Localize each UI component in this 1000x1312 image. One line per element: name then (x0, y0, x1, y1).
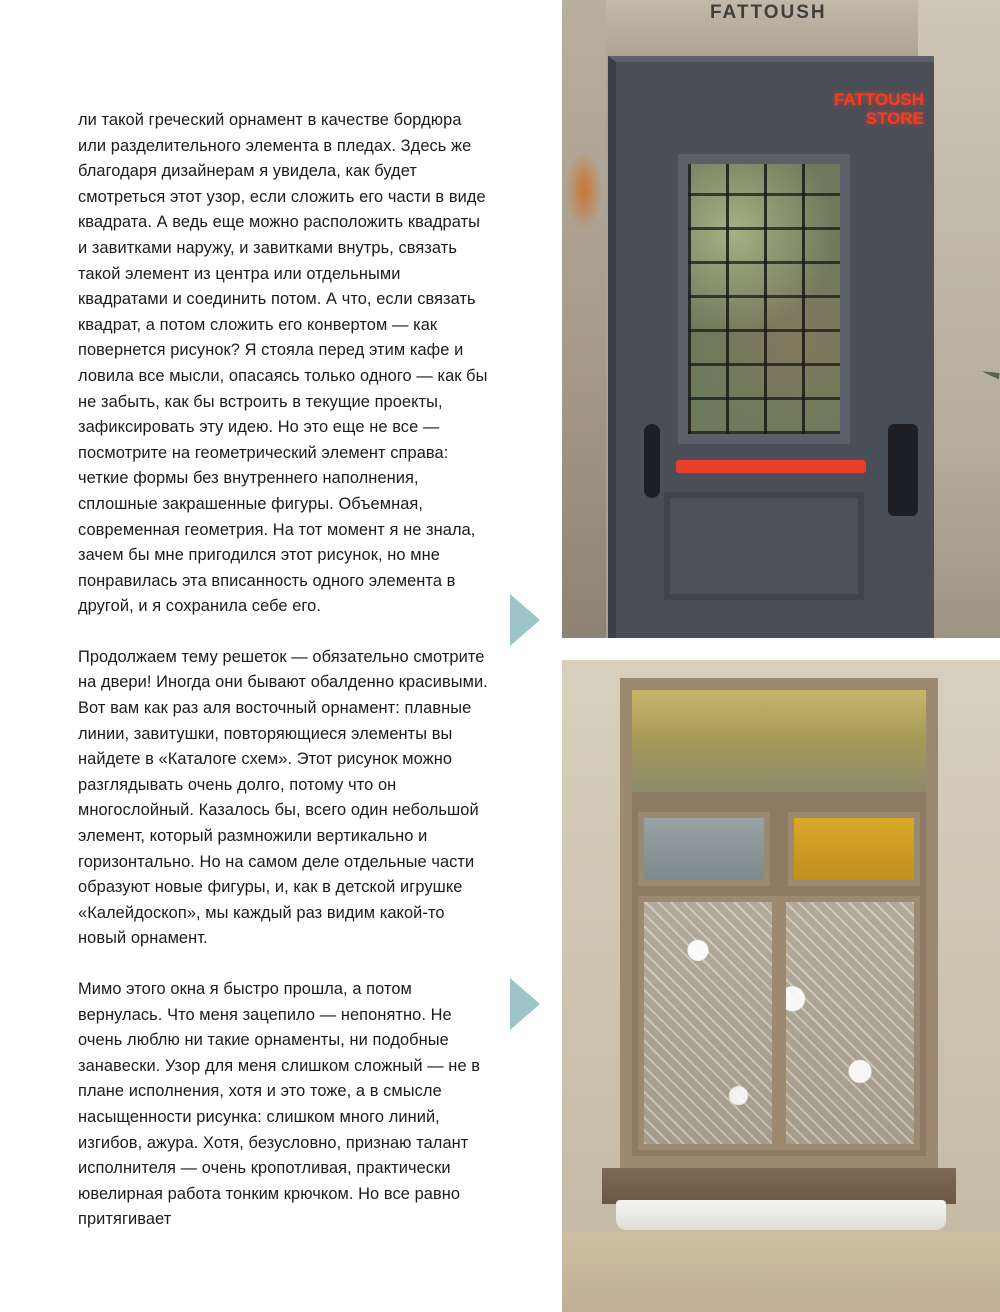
photo-window-with-lace-curtains (562, 660, 1000, 1312)
arrow-right-icon-bottom (510, 978, 540, 1030)
window-sill (602, 1168, 956, 1204)
window-mullion (772, 896, 786, 1150)
ornamental-grille-pattern (688, 164, 840, 434)
paragraph-3: Мимо этого окна я быстро прошла, а потом вернулась. Что меня зацепило — непонятно. Не очень люблю ни такие орнаменты, ни подобные занавески. Узор для меня слишком сложный — не в плане исполнения, хотя и это тоже, а в смысле насыщенности рисунка: слишком много линий, изгибов, ажура. Хотя, безусловно, признаю талант исполнителя — очень кропотливая, практически ювелирная работа тонким крючком. Но все равно притягивает (78, 980, 481, 1229)
leaf-decoration-icon (566, 150, 602, 230)
window-frame (620, 678, 938, 1168)
neon-line-2: STORE (865, 109, 924, 128)
snow-on-sill (616, 1200, 946, 1230)
door-glass-with-grille (678, 154, 850, 444)
neon-line-1: FATTOUSH (833, 90, 924, 109)
door-panel (608, 56, 934, 638)
paragraph-2: Продолжаем тему решеток — обязательно смотрите на двери! Иногда они бывают обалденно красивыми. Вот вам как раз аля восточный орнамент: плавные линии, завитушки, повторяющиеся элементы вы найдете в «Каталоге схем». Этот рисунок можно разглядывать очень долго, потому что он многослойный. Казалось бы, всего один небольшой элемент, который размножили вертикально и горизонтально. Но на самом деле отдельные части образуют новые фигуры, и, как в детской игрушке «Калейдоскоп», мы каждый раз видим какой-то новый орнамент. (78, 647, 488, 948)
arrow-right-icon-top (510, 594, 540, 646)
shop-sign-text: FATTOUSH (710, 2, 827, 23)
window-lower-wall (562, 1232, 1000, 1312)
window-mid-left-pane (638, 812, 770, 886)
wall-left-area (562, 0, 606, 638)
photo-door-with-ornamental-grille (562, 0, 1000, 638)
window-mid-right-pane (788, 812, 920, 886)
door-handle-left (644, 424, 660, 498)
paragraph-1: ли такой греческий орнамент в качестве бордюра или разделительного элемента в пледах. Здесь же благодаря дизайнерам я увидела, как будет смотреться этот узор, если сложить его части в виде квадрата. А ведь еще можно расположить квадраты и завитками наружу, и завитками внутрь, связать такой элемент из центра или отдельными квадратами и соединить потом. А что, если связать квадрат, а потом сложить его конвертом — как повернется рисунок? Я стояла перед этим кафе и ловила все мысли, опасаясь только одного — как бы не забыть, как бы встроить в текущие проекты, зафиксировать эту идею. Но это еще не все — посмотрите на геометрический элемент справа: четкие формы без внутреннего наполнения, сплошные закрашенные фигуры. Объемная, современная геометрия. На тот момент я не знала, зачем бы мне пригодился этот рисунок, но мне понравилась эта вписанность одного элемента в другой, и я сохранила себе его. (78, 111, 488, 616)
door-lower-panel (664, 492, 864, 600)
article-text-column (78, 108, 488, 1233)
door-push-bar (676, 460, 866, 473)
window-top-pane (632, 690, 926, 802)
neon-sign (834, 90, 924, 128)
door-lock-plate-right (888, 424, 918, 516)
